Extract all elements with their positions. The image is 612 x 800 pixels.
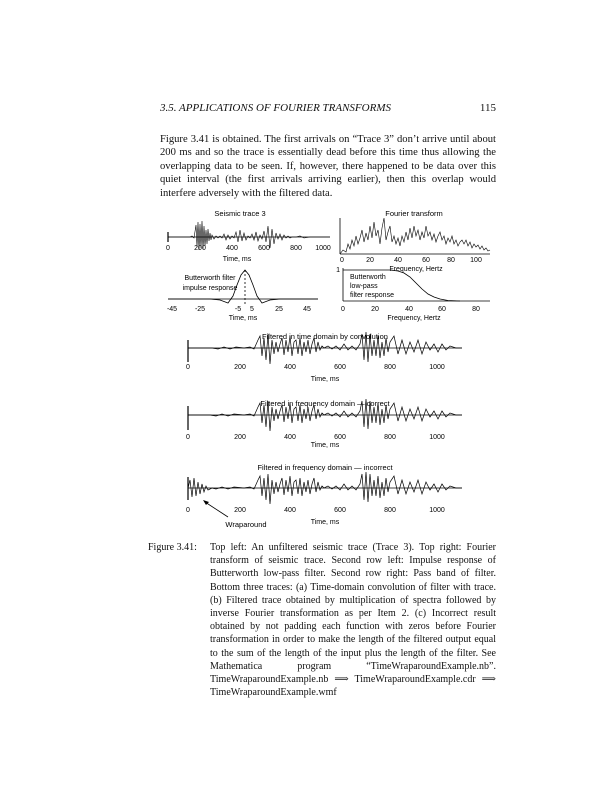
impulse-xlabel: Time, ms	[228, 315, 258, 322]
fourier-title: Fourier transform	[385, 209, 443, 218]
filter-ytick: 1	[336, 267, 340, 274]
seismic-tick-4: 800	[290, 245, 302, 252]
seismic-tick-3: 600	[258, 245, 270, 252]
fourier-tick-3: 60	[422, 257, 430, 264]
seismic-xlabel: Time, ms	[222, 256, 252, 263]
page-number: 115	[479, 102, 496, 114]
impulse-title-line2: impulse response	[182, 285, 238, 292]
correct-title: Filtered in frequency domain — correct	[260, 399, 390, 408]
impulse-title-line1: Butterworth filter	[184, 275, 236, 282]
impulse-tick-3: 5	[250, 306, 254, 313]
incorrect-tick-1: 200	[234, 507, 246, 514]
filter-tick-3: 60	[438, 306, 446, 313]
seismic-ticks	[166, 245, 331, 252]
correct-xlabel: Time, ms	[310, 442, 340, 449]
filter-tick-2: 40	[405, 306, 413, 313]
conv-tick-3: 600	[334, 364, 346, 371]
filter-xlabel: Frequency, Hertz	[387, 315, 441, 322]
conv-ticks	[186, 364, 445, 371]
conv-tick-4: 800	[384, 364, 396, 371]
impulse-tick-4: 25	[275, 306, 283, 313]
incorrect-tick-4: 800	[384, 507, 396, 514]
incorrect-tick-5: 1000	[429, 507, 445, 514]
correct-tick-2: 400	[284, 434, 296, 441]
filter-tick-1: 20	[371, 306, 379, 313]
filter-title-line1: Butterworth	[350, 274, 386, 281]
conv-xlabel: Time, ms	[310, 376, 340, 383]
filter-tick-4: 80	[472, 306, 480, 313]
seismic-tick-5: 1000	[315, 245, 331, 252]
conv-tick-2: 400	[284, 364, 296, 371]
correct-ticks	[186, 434, 445, 441]
correct-tick-4: 800	[384, 434, 396, 441]
fourier-tick-2: 40	[394, 257, 402, 264]
incorrect-tick-3: 600	[334, 507, 346, 514]
panel-seismic-trace	[168, 209, 330, 263]
fourier-spectrum	[340, 218, 490, 254]
conv-title: Filtered in time domain by convolution	[262, 332, 388, 341]
impulse-tick-1: -25	[194, 306, 206, 313]
filter-title-line2: low-pass	[350, 283, 378, 290]
incorrect-title: Filtered in frequency domain — incorrect	[257, 463, 393, 472]
fourier-tick-4: 80	[447, 257, 455, 264]
caption-text: Top left: An unfiltered seismic trace (Trace 3). Top right: Fourier transform of seismic trace. Second row left: Impulse response of Butterworth low-pass filter. Second row right: Pass band of filter. Bottom three traces: (a) Time-domain convolution of filter with trace. (b) Filtered trace obtained by multiplication of spectra followed by inverse Fourier transformation as per Item 2. (c) Incorrect result obtained by not padding each function with zeros before Fourier transformation in order to make the length of the filtered output equal to the sum of the length of the input plus the length of the filter. See Mathematica program “TimeWraparoundExample.nb”. TimeWraparoundExample.nb ⟹ TimeWraparoundExample.cdr ⟹ TimeWraparoundExample.wmf	[210, 542, 496, 699]
conv-tick-1: 200	[234, 364, 246, 371]
panel-fourier-transform	[340, 209, 490, 273]
conv-tick-5: 1000	[429, 364, 445, 371]
seismic-title: Seismic trace 3	[214, 209, 266, 218]
filter-title-line3: filter response	[350, 292, 394, 299]
seismic-tick-1: 200	[194, 245, 206, 252]
correct-tick-0: 0	[186, 434, 190, 441]
panel-freq-correct	[188, 399, 462, 449]
fourier-tick-5: 100	[470, 257, 482, 264]
incorrect-tick-2: 400	[284, 507, 296, 514]
incorrect-ticks	[186, 507, 445, 514]
section-title: 3.5. APPLICATIONS OF FOURIER TRANSFORMS	[160, 102, 391, 114]
impulse-tick-2: -5	[234, 306, 242, 313]
correct-tick-3: 600	[334, 434, 346, 441]
fourier-tick-0: 0	[340, 257, 344, 264]
panel-filter-response	[336, 267, 490, 322]
paragraph-text: Figure 3.41 is obtained. The first arrivals on “Trace 3” don’t arrive until about 200 ms and so the trace is essentially dead before this time thus allowing the overlapping data to be seen. If, however, there happened to be data over this quiet interval (the first arrivals arriving earlier), then this overlap would interfere adversely with the filtered data.	[160, 134, 496, 199]
filter-tick-0: 0	[341, 306, 345, 313]
conv-tick-0: 0	[186, 364, 190, 371]
impulse-tick-5: 45	[303, 306, 311, 313]
correct-tick-5: 1000	[429, 434, 445, 441]
correct-tick-1: 200	[234, 434, 246, 441]
seismic-tick-2: 400	[226, 245, 238, 252]
panel-convolution	[188, 332, 462, 383]
incorrect-xlabel: Time, ms	[310, 519, 340, 526]
seismic-waveform	[168, 221, 330, 250]
incorrect-tick-0: 0	[186, 507, 190, 514]
impulse-ticks	[167, 306, 311, 313]
seismic-tick-0: 0	[166, 245, 170, 252]
wraparound-label: Wraparound	[225, 520, 267, 529]
panel-freq-incorrect	[188, 463, 462, 529]
fourier-xlabel: Frequency, Hertz	[389, 266, 443, 273]
wraparound-arrow-shaft	[205, 502, 228, 517]
fourier-tick-1: 20	[366, 257, 374, 264]
panel-impulse-response	[168, 270, 318, 322]
caption-label: Figure 3.41:	[148, 542, 197, 553]
impulse-tick-0: -45	[166, 306, 178, 313]
fourier-ticks	[340, 257, 482, 264]
filter-ticks	[341, 306, 480, 313]
